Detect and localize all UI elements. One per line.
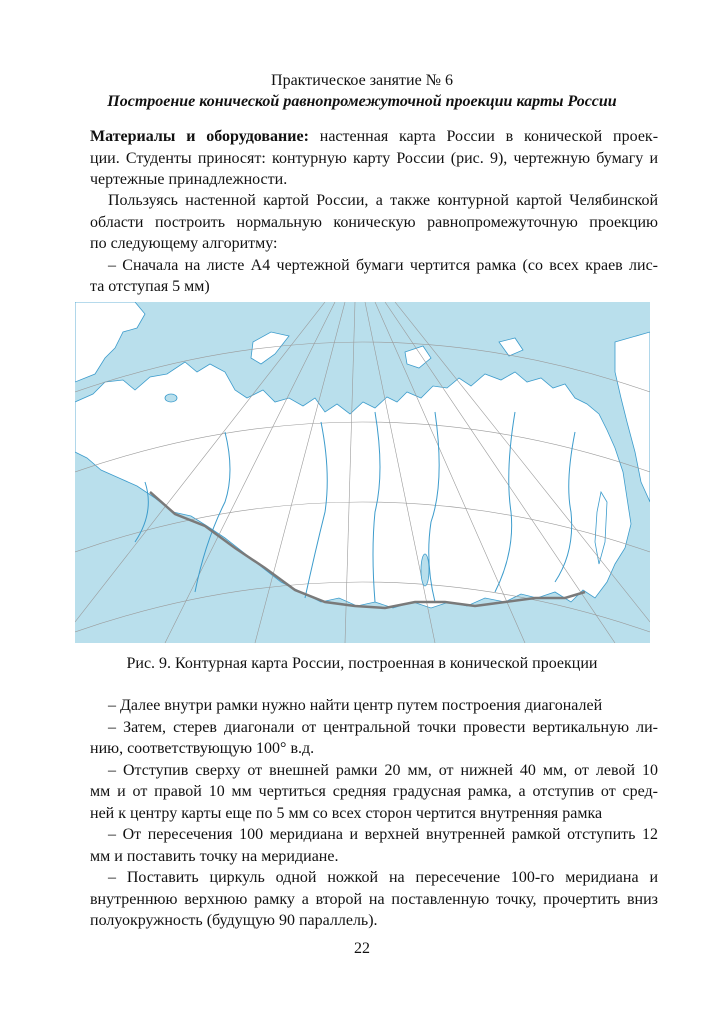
step3-text-2: нию, соответствующую 100° в.д. — [90, 740, 315, 757]
russia-contour-map — [75, 302, 650, 643]
practical-lesson-title: Практическое занятие № 6 — [271, 72, 453, 89]
task-text-1: Пользуясь настенной картой России, а также контурной картой Челябинской — [108, 192, 658, 209]
step1-text-2: та отступая 5 мм) — [90, 278, 210, 295]
step2-text: – Далее внутри рамки нужно найти центр путем построения диагоналей — [108, 697, 603, 714]
materials-text-2: ции. Студенты приносят: контурную карту России (рис. 9), чертежную бумагу и — [90, 149, 658, 167]
step4-text-1: – Отступив сверху от внешней рамки 20 мм, от нижней 40 мм, от левой 10 — [108, 761, 658, 779]
page-number: 22 — [354, 940, 370, 957]
step6-text-2: внутреннюю верхнюю рамку а второй на поставленную точку, прочертить вниз — [90, 890, 658, 908]
lesson-subtitle: Построение конической равнопромежуточной проекции карты России — [107, 93, 617, 110]
materials-text-1: настенная карта России в конической проек- — [319, 128, 659, 145]
task-text-2: области построить нормальную коническую равнопромежуточную проекцию — [90, 213, 658, 231]
step5-text-2: мм и поставить точку на меридиане. — [90, 847, 339, 865]
step3-text-1: – Затем, стерев диагонали от центральной точки провести вертикальную ли- — [108, 718, 658, 736]
figure-caption: Рис. 9. Контурная карта России, построенная в конической проекции — [126, 655, 598, 672]
step6-text-1: – Поставить циркуль одной ножкой на пересечение 100-го меридиана и — [108, 869, 658, 886]
step4-text-2: мм и от правой 10 мм чертиться средняя градусная рамка, а отступив от сред- — [90, 783, 658, 800]
task-paragraph — [90, 190, 658, 298]
materials-label: Материалы и оборудование: — [90, 128, 309, 145]
task-text-3: по следующему алгоритму: — [90, 235, 278, 252]
lake-ladoga — [165, 394, 177, 402]
materials-text-3: чертежные принадлежности. — [90, 171, 288, 188]
materials-paragraph — [90, 126, 658, 191]
step6-text-3: полуокружность (будущую 90 параллель). — [90, 912, 378, 929]
lake-baikal — [421, 554, 429, 586]
steps-paragraph — [90, 695, 658, 932]
step4-text-3: ней к центру карты еще по 5 мм со всех сторон чертится внутренняя рамка — [90, 804, 603, 822]
step1-text-1: – Сначала на листе А4 чертежной бумаги чертится рамка (со всех краев лис- — [108, 256, 658, 274]
step5-text-1: – От пересечения 100 меридиана и верхней внутренней рамкой отступить 12 — [108, 826, 658, 843]
